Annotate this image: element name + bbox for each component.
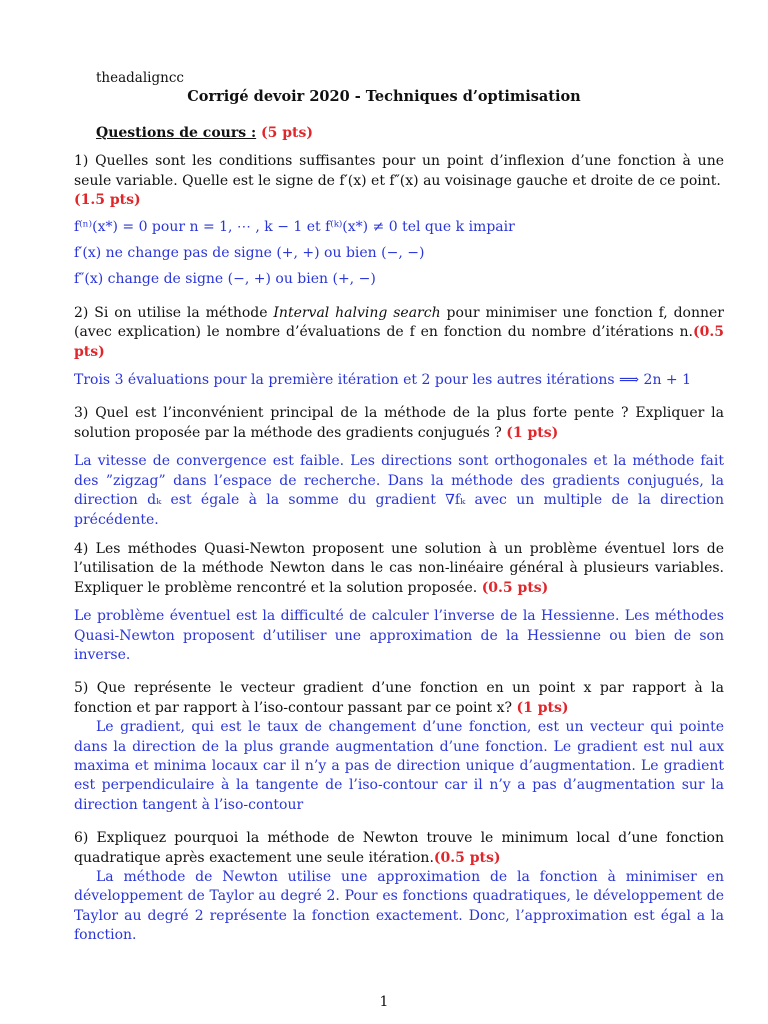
question-2-text-b: pour minimiser une fonction f, donner (avec explication) le nombre d’évaluations de f en fonction du nombre d’itérations n. xyxy=(74,304,724,341)
answer-1-line-1: f⁽ⁿ⁾(x*) = 0 pour n = 1, ⋯ , k − 1 et f⁽ᵏ⁾(x*) ≠ 0 tel que k impair xyxy=(74,218,515,235)
question-3-text: 3) Quel est l’inconvénient principal de la méthode de la plus forte pente ? Expliquer la solution proposée par la méthode des gradients conjugués ? xyxy=(74,405,724,441)
answer-6: La méthode de Newton utilise une approximation de la fonction à minimiser en développement de Taylor au degré 2. Pour es fonctions quadratiques, le développement de Taylor au degré 2 représente la fonction exactement. Donc, l’approximation est égal a la fonction. xyxy=(74,869,724,944)
section-heading xyxy=(96,124,724,143)
question-1-text: 1) Quelles sont les conditions suffisantes pour un point d’inflexion d’une fonction à une seule variable. Quelle est le signe de f′(x) et f″(x) au voisinage gauche et droite de ce point. xyxy=(74,153,724,189)
question-5 xyxy=(74,679,724,815)
author-name: theadaligncc xyxy=(96,70,184,86)
question-6 xyxy=(74,829,724,945)
question-4-points: (0.5 pts) xyxy=(481,579,549,596)
answer-4: Le problème éventuel est la difficulté de calculer l’inverse de la Hessienne. Les méthodes Quasi-Newton proposent d’utiliser une approximation de la Hessienne ou bien de son inverse. xyxy=(74,608,724,663)
question-1 xyxy=(74,152,724,289)
question-4-text: 4) Les méthodes Quasi-Newton proposent une solution à un problème éventuel lors de l’utilisation de la méthode Newton dans le cas non-linéaire général à plusieurs variables. Expliquer le problème rencontré et la solution proposée. xyxy=(74,540,724,596)
question-1-points: (1.5 pts) xyxy=(74,192,141,209)
question-2-method: Interval halving search xyxy=(273,304,441,321)
page-number: 1 xyxy=(379,994,389,1010)
answer-1-line-3: f″(x) change de signe (−, +) ou bien (+, −) xyxy=(74,271,376,288)
question-6-points: (0.5 pts) xyxy=(433,849,501,866)
question-3-points: (1 pts) xyxy=(506,424,559,441)
answer-1-line-2: f′(x) ne change pas de signe (+, +) ou bien (−, −) xyxy=(74,245,425,262)
question-2-text-a: 2) Si on utilise la méthode xyxy=(74,304,274,321)
answer-3: La vitesse de convergence est faible. Les directions sont orthogonales et la méthode fait des ”zigzag” dans l’espace de recherche. Dans la méthode des gradients conjugués, la direction dₖ est égale à la somme du gradient ∇fₖ avec un multiple de la direction précédente. xyxy=(74,453,724,528)
answer-5: Le gradient, qui est le taux de changement d’une fonction, est un vecteur qui pointe dans la direction de la plus grande augmentation d’une fonction. Le gradient est nul aux maxima et minima locaux car il n’y a pas de direction unique d’augmentation. Le gradient est perpendiculaire à la tangente de l’iso-contour car il n’y a pas d’augmentation sur la direction tangent à l’iso-contour xyxy=(74,719,724,813)
question-2-points: (0.5 pts) xyxy=(74,324,724,360)
question-4 xyxy=(74,540,724,665)
section-label: Questions de cours : xyxy=(96,125,257,141)
question-5-text: 5) Que représente le vecteur gradient d’une fonction en un point x par rapport à la fonction et par rapport à l’iso-contour passant par ce point x? xyxy=(74,680,724,716)
document-body xyxy=(74,124,724,946)
question-6-text: 6) Expliquez pourquoi la méthode de Newton trouve le minimum local d’une fonction quadratique après exactement une seule itération. xyxy=(74,830,724,866)
question-2 xyxy=(74,304,724,391)
question-3 xyxy=(74,404,724,529)
section-points: (5 pts) xyxy=(261,125,314,141)
answer-2: Trois 3 évaluations pour la première itération et 2 pour les autres itérations ⟹ 2n + 1 xyxy=(74,372,692,389)
page-title: Corrigé devoir 2020 - Techniques d’optimisation xyxy=(187,88,581,105)
question-5-points: (1 pts) xyxy=(516,699,569,716)
